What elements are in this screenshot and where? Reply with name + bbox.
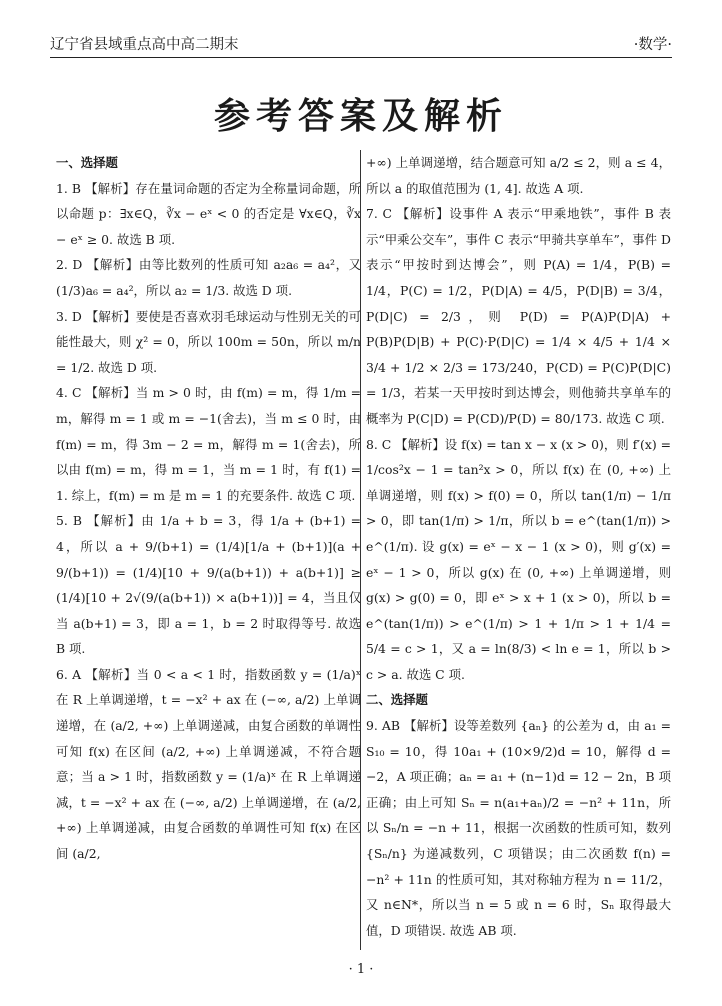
page-title: 参考答案及解析 [213, 96, 508, 137]
header-left-title: 辽宁省县域重点高中高二期末 [50, 37, 239, 53]
right-column [366, 150, 671, 943]
page-number: · 1 · [348, 962, 374, 977]
section-heading-2: 二、选择题 [366, 692, 428, 708]
answer-item-1: 1. B 【解析】存在量词命题的否定为全称量词命题，所以命题 p：∃x∈Q，∛x − eˣ < 0 的否定是 ∀x∈Q，∛x − eˣ ≥ 0. 故选 B 项. [56, 180, 361, 247]
page-header [50, 30, 672, 58]
section-heading: 一、选择题 [56, 155, 118, 170]
answer-item-6: 6. A 【解析】当 0 < a < 1 时，指数函数 y = (1/a)ˣ 在 R 上单调递增，t = −x² + ax 在 (−∞, a/2) 上单调递增，在 (a/2, +∞) 上单调递减，由复合函数的单调性可知 f(x) 在区间 (a/2, +∞) 上单调递减，不符合题意；当 a > 1 时，指数函数 y = (1/a)ˣ 在 R 上单调递减，t = −x² + ax 在 (−∞, a/2) 上单调递增，在 (a/2, +∞) 上单调递减，由复合函数的单调性可知 f(x) 在区间 (a/2, [56, 666, 361, 862]
answer-item-6-cont: +∞) 上单调递增，结合题意可知 a/2 ≤ 2，则 a ≤ 4，所以 a 的取值范围为 (1, 4]. 故选 A 项. [366, 155, 671, 196]
answer-item-2: 2. D 【解析】由等比数列的性质可知 a₂a₆ = a₄²，又 (1/3)a₆ = a₄²，所以 a₂ = 1/3. 故选 D 项. [56, 257, 361, 298]
answer-item-3: 3. D 【解析】要使是否喜欢羽毛球运动与性别无关的可能性最大，则 χ² = 0，所以 100m = 50n，所以 m/n = 1/2. 故选 D 项. [56, 308, 361, 375]
answer-item-9: 9. AB 【解析】设等差数列 {aₙ} 的公差为 d，由 a₁ = S₁₀ = 10，得 10a₁ + (10×9/2)d = 10，解得 d = −2，A 项正确；aₙ = a₁ + (n−1)d = 12 − 2n，B 项正确；由上可知 Sₙ = n(a₁+aₙ)/2 = −n² + 11n，所以 Sₙ/n = −n + 11，根据一次函数的性质可知，数列 {Sₙ/n} 为递减数列，C 项错误；由二次函数 f(n) = −n² + 11n 的性质可知，其对称轴方程为 n = 11/2，又 n∈N*，所以当 n = 5 或 n = 6 时，Sₙ 取得最大值，D 项错误. 故选 AB 项. [366, 718, 671, 938]
answer-item-4: 4. C 【解析】当 m > 0 时，由 f(m) = m，得 1/m = m，解得 m = 1 或 m = −1(舍去)，当 m ≤ 0 时，由 f(m) = m，得 3m − 2 = m，解得 m = 1(舍去)，所以由 f(m) = m，得 m = 1，当 m = 1 时，有 f(1) = 1. 综上，f(m) = m 是 m = 1 的充要条件. 故选 C 项. [56, 385, 361, 503]
answer-item-5: 5. B 【解析】由 1/a + b = 3，得 1/a + (b+1) = 4，所以 a + 9/(b+1) = (1/4)[1/a + (b+1)](a + 9/(b+1)) = (1/4)[10 + 9/(a(b+1)) + a(b+1)] ≥ (1/4)[10 + 2√(9/(a(b+1)) × a(b+1))] = 4，当且仅当 a(b+1) = 3，即 a = 1，b = 2 时取得等号. 故选 B 项. [56, 513, 361, 657]
answer-item-7: 7. C 【解析】设事件 A 表示“甲乘地铁”，事件 B 表示“甲乘公交车”，事件 C 表示“甲骑共享单车”，事件 D 表示“甲按时到达博会”，则 P(A) = 1/4，P(B) = 1/4，P(C) = 1/2，P(D|A) = 4/5，P(D|B) = 3/4，P(D|C) = 2/3，则 P(D) = P(A)P(D|A) + P(B)P(D|B) + P(C)·P(D|C) = 1/4 × 4/5 + 1/4 × 3/4 + 1/2 × 2/3 = 173/240，P(CD) = P(C)P(D|C) = 1/3，若某一天甲按时到达博会，则他骑共享单车的概率为 P(C|D) = P(CD)/P(D) = 80/173. 故选 C 项. [366, 206, 671, 426]
column-divider [360, 150, 361, 950]
left-column [56, 150, 361, 867]
header-subject: ·数学· [633, 37, 672, 53]
answer-item-8: 8. C 【解析】设 f(x) = tan x − x (x > 0)，则 f′(x) = 1/cos²x − 1 = tan²x > 0，所以 f(x) 在 (0, +∞) 上单调递增，则 f(x) > f(0) = 0，所以 tan(1/π) − 1/π > 0，即 tan(1/π) > 1/π，所以 b = e^(tan(1/π)) > e^(1/π). 设 g(x) = eˣ − x − 1 (x > 0)，则 g′(x) = eˣ − 1 > 0，所以 g(x) 在 (0, +∞) 上单调递增，则 g(x) > g(0) = 0，即 eˣ > x + 1 (x > 0)，所以 b = e^(tan(1/π)) > e^(1/π) > 1 + 1/π > 1 + 1/4 = 5/4 = c > 1，又 a = ln(8/3) < ln e = 1，所以 b > c > a. 故选 C 项. [366, 436, 671, 682]
